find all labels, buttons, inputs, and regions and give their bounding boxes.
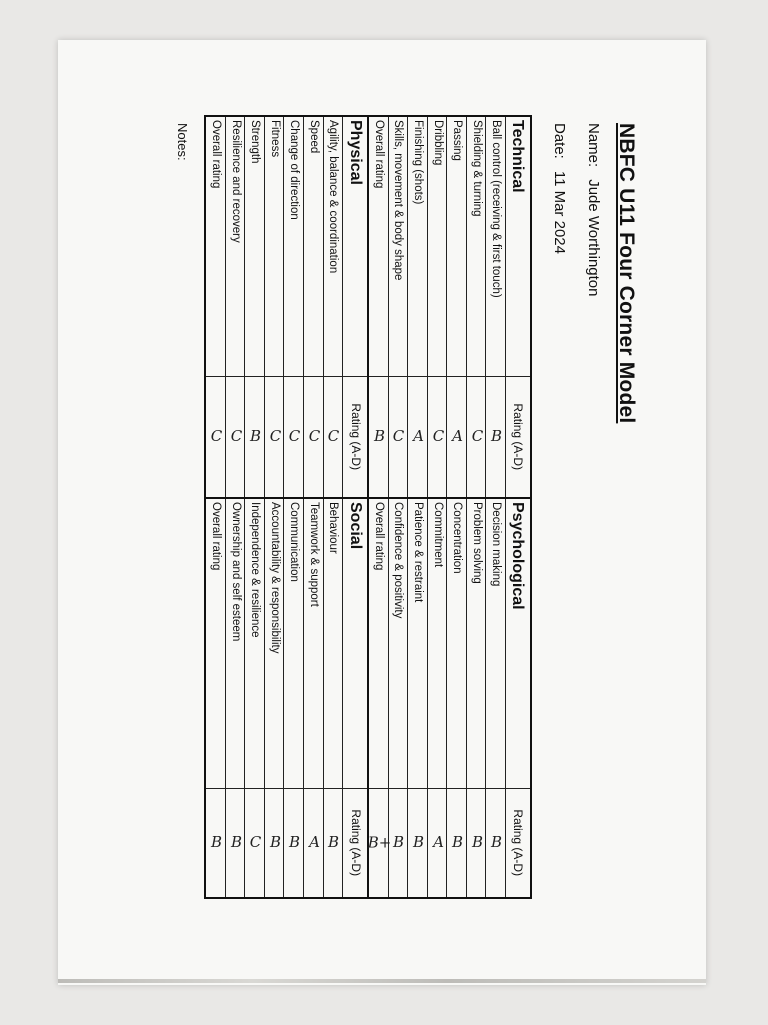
technical-rating-cell[interactable] bbox=[486, 376, 506, 498]
physical-rating-cell[interactable] bbox=[284, 376, 304, 498]
physical-heading: Physical bbox=[343, 116, 369, 376]
physical-rating: C bbox=[308, 427, 320, 446]
technical-rating-cell[interactable] bbox=[388, 376, 408, 498]
notes-label: Notes: bbox=[175, 123, 190, 161]
date-line bbox=[551, 123, 568, 254]
physical-criterion: Resilience and recovery bbox=[225, 116, 245, 376]
physical-rating: C bbox=[269, 427, 281, 446]
technical-criterion: Shielding & turning bbox=[466, 116, 486, 376]
table-row bbox=[264, 116, 284, 898]
table-row bbox=[447, 116, 467, 898]
technical-rating: A bbox=[452, 427, 464, 446]
table-row bbox=[303, 116, 323, 898]
technical-rating: C bbox=[393, 427, 405, 446]
physical-rating: C bbox=[288, 427, 301, 446]
psychological-rating-cell[interactable] bbox=[408, 788, 428, 898]
psychological-rating-cell[interactable] bbox=[466, 788, 486, 898]
psychological-criterion: Problem solving bbox=[466, 498, 486, 788]
social-rating: B bbox=[269, 833, 281, 852]
social-rating-cell[interactable] bbox=[205, 788, 225, 898]
psychological-criterion: Overall rating bbox=[368, 498, 388, 788]
psychological-rating: B bbox=[471, 833, 483, 852]
psychological-rating: B bbox=[413, 833, 425, 852]
table-row bbox=[486, 116, 506, 898]
social-heading: Social bbox=[343, 498, 369, 788]
psychological-rating-cell[interactable] bbox=[427, 788, 447, 898]
name-line bbox=[585, 123, 602, 297]
table-row bbox=[427, 116, 447, 898]
physical-criterion: Change of direction bbox=[284, 116, 304, 376]
psychological-rating-header: Rating (A-D) bbox=[505, 788, 531, 898]
table-row bbox=[205, 116, 225, 898]
physical-criterion: Fitness bbox=[264, 116, 284, 376]
form-title: NBFC U11 Four Corner Model bbox=[615, 123, 638, 424]
psychological-rating: B bbox=[452, 833, 464, 852]
physical-rating-cell[interactable] bbox=[264, 376, 284, 498]
assessment-form bbox=[170, 115, 640, 1025]
social-rating-cell[interactable] bbox=[245, 788, 265, 898]
table-row bbox=[466, 116, 486, 898]
physical-criterion: Speed bbox=[303, 116, 323, 376]
social-criterion: Communication bbox=[284, 498, 304, 788]
psychological-rating-cell[interactable] bbox=[447, 788, 467, 898]
technical-criterion: Finishing (shots) bbox=[408, 116, 428, 376]
technical-rating-cell[interactable] bbox=[427, 376, 447, 498]
technical-rating: B bbox=[373, 427, 385, 446]
table-row bbox=[225, 116, 245, 898]
technical-rating-header: Rating (A-D) bbox=[505, 376, 531, 498]
physical-rating: C bbox=[328, 427, 340, 446]
social-criterion: Independence & resilience bbox=[245, 498, 265, 788]
social-criterion: Ownership and self esteem bbox=[225, 498, 245, 788]
social-rating-cell[interactable] bbox=[323, 788, 343, 898]
social-criterion: Teamwork & support bbox=[303, 498, 323, 788]
section-header-row bbox=[343, 116, 369, 898]
table-row bbox=[388, 116, 408, 898]
technical-criterion: Skills, movement & body shape bbox=[388, 116, 408, 376]
psychological-rating-cell[interactable] bbox=[367, 788, 392, 898]
social-rating-cell[interactable] bbox=[303, 788, 323, 898]
physical-rating: B bbox=[250, 427, 262, 446]
physical-rating-cell[interactable] bbox=[323, 376, 343, 498]
psychological-rating: B+ bbox=[367, 833, 392, 852]
physical-rating: C bbox=[210, 427, 223, 446]
social-rating-header: Rating (A-D) bbox=[343, 788, 369, 898]
psychological-criterion: Commitment bbox=[427, 498, 447, 788]
social-rating-cell[interactable] bbox=[225, 788, 245, 898]
social-criterion: Overall rating bbox=[205, 498, 225, 788]
technical-criterion: Passing bbox=[447, 116, 467, 376]
technical-criterion: Ball control (receiving & first touch) bbox=[486, 116, 506, 376]
psychological-criterion: Patience & restraint bbox=[408, 498, 428, 788]
four-corner-table bbox=[204, 115, 532, 899]
psychological-criterion: Decision making bbox=[486, 498, 506, 788]
physical-criterion: Agility, balance & coordination bbox=[323, 116, 343, 376]
table-row bbox=[323, 116, 343, 898]
physical-criterion: Overall rating bbox=[205, 116, 225, 376]
psychological-rating: A bbox=[432, 833, 444, 852]
technical-criterion: Overall rating bbox=[368, 116, 388, 376]
social-rating-cell[interactable] bbox=[284, 788, 304, 898]
social-rating: B bbox=[210, 833, 222, 852]
date-label: Date: bbox=[551, 123, 568, 159]
psychological-rating: B bbox=[491, 833, 503, 852]
psychological-criterion: Concentration bbox=[447, 498, 467, 788]
physical-rating-cell[interactable] bbox=[225, 376, 245, 498]
technical-rating-cell[interactable] bbox=[368, 376, 388, 498]
technical-heading: Technical bbox=[505, 116, 531, 376]
social-rating-cell[interactable] bbox=[264, 788, 284, 898]
social-rating: A bbox=[308, 833, 320, 852]
physical-rating-cell[interactable] bbox=[245, 376, 265, 498]
table-row bbox=[408, 116, 428, 898]
social-criterion: Accountability & responsibility bbox=[264, 498, 284, 788]
social-criterion: Behaviour bbox=[323, 498, 343, 788]
table-row bbox=[284, 116, 304, 898]
technical-rating: C bbox=[471, 427, 483, 446]
technical-rating-cell[interactable] bbox=[408, 376, 428, 498]
date-value: 11 Mar 2024 bbox=[551, 170, 568, 254]
psychological-rating: B bbox=[393, 833, 405, 852]
physical-rating-header: Rating (A-D) bbox=[343, 376, 369, 498]
table-row bbox=[368, 116, 388, 898]
technical-criterion: Dribbling bbox=[427, 116, 447, 376]
physical-criterion: Strength bbox=[245, 116, 265, 376]
social-rating: B bbox=[230, 833, 242, 852]
section-header-row bbox=[505, 116, 531, 898]
name-value: Jude Worthington bbox=[585, 179, 602, 297]
technical-rating: A bbox=[413, 427, 424, 446]
physical-rating-cell[interactable] bbox=[303, 376, 323, 498]
physical-rating: C bbox=[230, 427, 242, 446]
psychological-criterion: Confidence & positivity bbox=[388, 498, 408, 788]
psychological-rating-cell[interactable] bbox=[486, 788, 506, 898]
social-rating: B bbox=[289, 833, 301, 852]
social-rating: C bbox=[249, 833, 262, 852]
technical-rating-cell[interactable] bbox=[466, 376, 486, 498]
name-label: Name: bbox=[585, 123, 602, 168]
technical-rating: C bbox=[432, 427, 444, 446]
psychological-heading: Psychological bbox=[505, 498, 531, 788]
table-row bbox=[245, 116, 265, 898]
technical-rating-cell[interactable] bbox=[447, 376, 467, 498]
social-rating: B bbox=[328, 833, 340, 852]
technical-rating: B bbox=[491, 427, 503, 446]
physical-rating-cell[interactable] bbox=[205, 376, 225, 498]
